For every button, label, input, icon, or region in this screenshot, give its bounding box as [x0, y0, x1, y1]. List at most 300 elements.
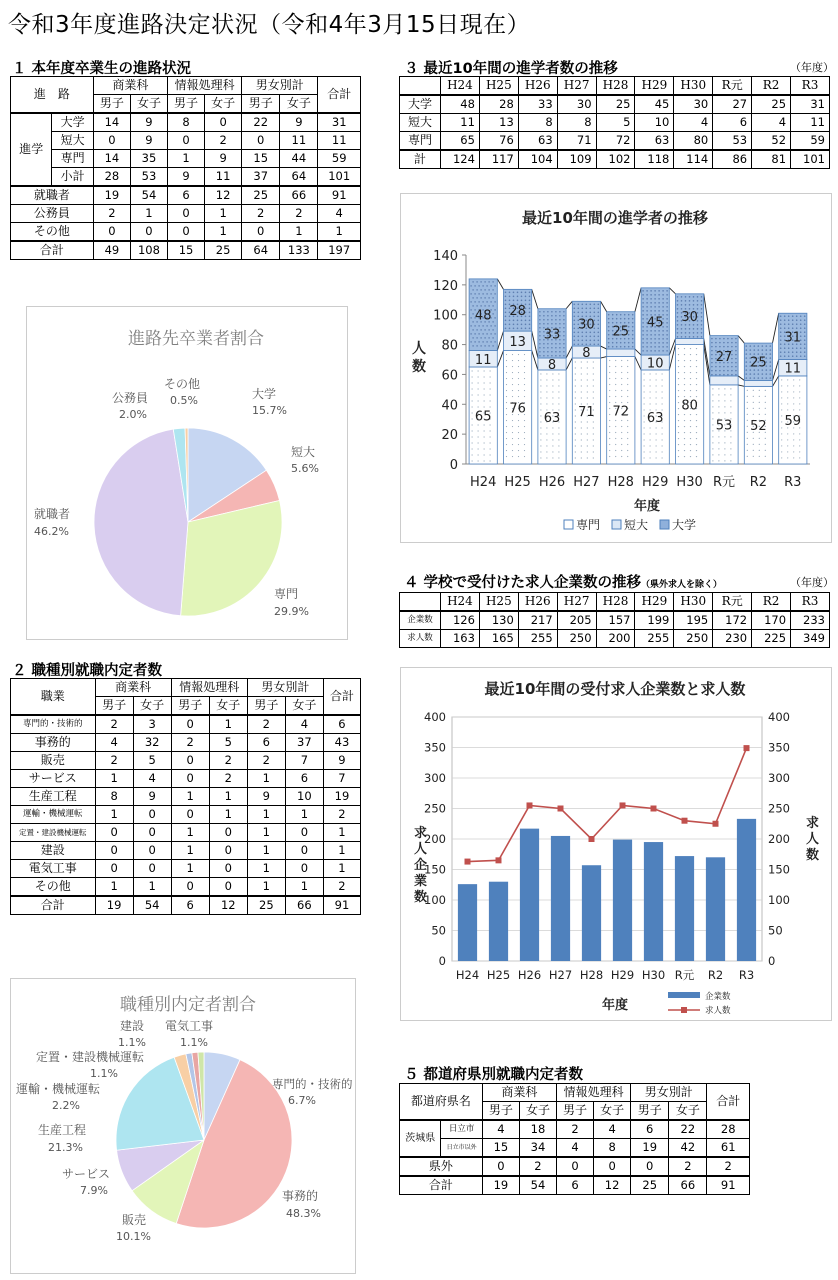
bar-texture-dot	[559, 351, 561, 353]
bar-texture-dot	[470, 309, 472, 311]
bar-texture-dot	[505, 304, 507, 306]
cell: 230	[713, 630, 752, 648]
cell: 217	[518, 611, 557, 630]
bar-texture-dot	[539, 343, 541, 345]
x-tick-label: R3	[784, 475, 802, 490]
row-label: 小計	[52, 168, 93, 187]
bar-texture-dot	[765, 390, 766, 391]
bar-texture-dot	[540, 415, 541, 416]
row-label: 就職者	[11, 186, 94, 205]
bar-texture-dot	[661, 427, 662, 428]
cell: 2	[707, 1157, 750, 1176]
cell: 0	[631, 1157, 669, 1176]
bar-texture-dot	[615, 390, 616, 391]
cell: 11	[791, 114, 830, 132]
x-tick-label: R2	[749, 475, 768, 490]
bar-texture-dot	[745, 353, 747, 355]
bar-texture-dot	[642, 330, 644, 332]
bar-texture-dot	[616, 346, 618, 348]
bar-texture-dot	[472, 313, 474, 315]
header-sum: 合計	[318, 77, 361, 114]
pie2-label-pct: 2.2%	[52, 1099, 80, 1112]
cell: 255	[635, 630, 674, 648]
bar-texture-dot	[597, 315, 599, 317]
bar-texture-dot	[690, 426, 691, 427]
cell: 72	[596, 132, 635, 151]
bar-texture-dot	[540, 373, 541, 374]
bar-texture-dot	[581, 373, 582, 374]
bar-texture-dot	[627, 396, 628, 397]
bar-companies	[551, 836, 570, 961]
bar-texture-dot	[552, 391, 553, 392]
bar-texture-dot	[724, 388, 725, 389]
bar-texture-dot	[513, 328, 515, 330]
bar-texture-dot	[730, 448, 731, 449]
bar-texture-dot	[482, 301, 484, 303]
bar-texture-dot	[593, 421, 594, 422]
cell: 9	[130, 113, 167, 132]
cell: 0	[171, 752, 209, 770]
bar-texture-dot	[482, 285, 484, 287]
cell: 66	[280, 186, 318, 205]
bar-texture-dot	[696, 384, 697, 385]
table-row	[400, 630, 830, 648]
cell: 1	[171, 842, 209, 860]
bar-texture-dot	[701, 332, 703, 334]
section3-heading: ３ 最近10年間の進学者数の推移	[404, 61, 618, 77]
bar-texture-dot	[730, 412, 731, 413]
bar-texture-dot	[749, 373, 751, 375]
bar-texture-dot	[735, 354, 737, 356]
bar-texture-dot	[781, 397, 782, 398]
bar-label: 63	[646, 410, 664, 426]
bar-texture-dot	[551, 319, 553, 321]
bar-texture-dot	[642, 322, 644, 324]
cell: 6	[285, 770, 323, 788]
bar-texture-dot	[787, 451, 788, 452]
section2-heading: ２ 職種別就職内定者数	[12, 663, 163, 679]
bar-texture-dot	[524, 426, 525, 427]
bar-texture-dot	[529, 328, 531, 330]
bar-texture-dot	[632, 326, 634, 328]
bar-texture-dot	[749, 349, 751, 351]
cell: 12	[594, 1176, 631, 1195]
cell: 130	[479, 611, 518, 630]
bar-texture-dot	[555, 351, 557, 353]
y2-tick-label: 0	[768, 954, 776, 968]
cell: 1	[285, 806, 323, 824]
bar-label: 8	[582, 346, 591, 362]
bar-texture-dot	[470, 325, 472, 327]
y-tick-label: 20	[441, 428, 458, 444]
ylabel-char: 企	[414, 858, 428, 873]
bar-texture-dot	[615, 444, 616, 445]
cell: 0	[168, 132, 205, 150]
bar-texture-dot	[581, 421, 582, 422]
bar-texture-dot	[608, 322, 610, 324]
bar-texture-dot	[684, 390, 685, 391]
cell: 2	[205, 132, 242, 150]
series-connector	[532, 289, 538, 308]
bar-texture-dot	[597, 331, 599, 333]
bar-texture-dot	[666, 322, 668, 324]
bar-texture-dot	[715, 374, 717, 376]
header-male: 男子	[631, 1102, 669, 1121]
bar-texture-dot	[796, 351, 798, 353]
cell: 0	[168, 223, 205, 242]
bar-texture-dot	[581, 397, 582, 398]
bar-texture-dot	[712, 436, 713, 437]
bar-texture-dot	[558, 385, 559, 386]
year-header: H28	[596, 77, 635, 96]
bar-texture-dot	[696, 396, 697, 397]
advancement-table	[399, 76, 830, 169]
bar-texture-dot	[488, 289, 490, 291]
bar-texture-dot	[678, 372, 679, 373]
bar-texture-dot	[753, 444, 754, 445]
pie1-label-pct: 15.7%	[252, 404, 287, 417]
bar-texture-dot	[654, 290, 656, 292]
bar-texture-dot	[753, 396, 754, 397]
bar-texture-dot	[666, 310, 668, 312]
bar-texture-dot	[650, 342, 652, 344]
x-tick-label: R元	[674, 968, 695, 982]
bar-texture-dot	[477, 370, 478, 371]
bar-texture-dot	[731, 338, 733, 340]
bar-texture-dot	[765, 456, 766, 457]
bar-texture-dot	[587, 397, 588, 398]
bar-texture-dot	[558, 457, 559, 458]
table-row	[400, 132, 830, 151]
line-marker	[558, 806, 564, 812]
bar-texture-dot	[735, 374, 737, 376]
bar-texture-dot	[563, 331, 565, 333]
bar-texture-dot	[788, 319, 790, 321]
bar-label: 48	[474, 308, 492, 324]
bar-texture-dot	[678, 420, 679, 421]
bar-texture-dot	[621, 390, 622, 391]
bar-texture-dot	[781, 451, 782, 452]
bar-texture-dot	[524, 390, 525, 391]
bar-texture-dot	[506, 366, 507, 367]
bar-texture-dot	[505, 324, 507, 326]
cell: 101	[318, 168, 361, 187]
bar-companies	[582, 865, 601, 961]
cell: 2	[171, 734, 209, 752]
year-header: R3	[791, 593, 830, 612]
bar-texture-dot	[701, 304, 703, 306]
legend-swatch-companies	[668, 992, 700, 998]
bar-texture-dot	[788, 323, 790, 325]
cell: 4	[594, 1120, 631, 1139]
bar-label: 28	[509, 304, 526, 320]
bar-texture-dot	[690, 420, 691, 421]
bar-texture-dot	[540, 445, 541, 446]
bar-texture-dot	[642, 318, 644, 320]
bar-texture-dot	[690, 456, 691, 457]
bar-texture-dot	[509, 296, 511, 298]
bar-texture-dot	[627, 402, 628, 403]
bar-texture-dot	[765, 438, 766, 439]
bar-texture-dot	[646, 306, 648, 308]
bar-texture-dot	[615, 366, 616, 367]
bar-texture-dot	[650, 346, 652, 348]
bar-texture-dot	[486, 341, 488, 343]
bar-texture-dot	[552, 451, 553, 452]
bar-texture-dot	[662, 334, 664, 336]
bar-texture-dot	[793, 457, 794, 458]
bar-texture-dot	[765, 377, 767, 379]
bar-texture-dot	[796, 315, 798, 317]
cell: 4	[285, 715, 323, 734]
bar-texture-dot	[563, 323, 565, 325]
bar-texture-dot	[589, 343, 591, 345]
bar-texture-dot	[727, 338, 729, 340]
bar-texture-dot	[488, 305, 490, 307]
bar-texture-dot	[483, 400, 484, 401]
bar-texture-dot	[650, 334, 652, 336]
bar-texture-dot	[546, 433, 547, 434]
bar-texture-dot	[666, 350, 668, 352]
y-tick-label: 60	[441, 368, 458, 384]
bar-texture-dot	[621, 444, 622, 445]
bar-texture-dot	[589, 307, 591, 309]
bar-texture-dot	[593, 433, 594, 434]
bar-texture-dot	[506, 420, 507, 421]
bar-texture-dot	[678, 396, 679, 397]
bar-texture-dot	[558, 445, 559, 446]
bar-texture-dot	[484, 297, 486, 299]
bar-texture-dot	[471, 436, 472, 437]
bar-texture-dot	[609, 372, 610, 373]
bar-texture-dot	[765, 396, 766, 397]
cell: 19	[631, 1139, 669, 1158]
bar-texture-dot	[539, 327, 541, 329]
bar-texture-dot	[477, 424, 478, 425]
cell: 4	[752, 114, 791, 132]
bar-texture-dot	[609, 420, 610, 421]
bar-texture-dot	[719, 342, 721, 344]
cell: 11	[441, 114, 480, 132]
bar-texture-dot	[643, 451, 644, 452]
bar-texture-dot	[488, 345, 490, 347]
bar-texture-dot	[575, 367, 576, 368]
bar-texture-dot	[621, 366, 622, 367]
series-connector	[738, 385, 744, 386]
bar-texture-dot	[781, 421, 782, 422]
cell: 0	[209, 824, 247, 842]
pie1-label-name: その他	[164, 377, 201, 391]
bar-texture-dot	[712, 394, 713, 395]
bar-texture-dot	[589, 303, 591, 305]
cell: 1	[171, 824, 209, 842]
header-female: 女子	[130, 95, 167, 114]
bar-texture-dot	[483, 424, 484, 425]
bar-texture-dot	[609, 456, 610, 457]
bar-texture-dot	[685, 304, 687, 306]
cell: 22	[242, 113, 280, 132]
bar-texture-dot	[677, 304, 679, 306]
bar-texture-dot	[478, 325, 480, 327]
cell: 64	[280, 168, 318, 187]
x-tick-label: H28	[579, 968, 604, 982]
bar-texture-dot	[765, 414, 766, 415]
bar-texture-dot	[793, 385, 794, 386]
bar-texture-dot	[654, 306, 656, 308]
bar-texture-dot	[525, 320, 527, 322]
bar-texture-dot	[697, 296, 699, 298]
bar-texture-dot	[678, 408, 679, 409]
cell: 4	[674, 114, 713, 132]
bar-texture-dot	[693, 332, 695, 334]
bar-texture-dot	[712, 430, 713, 431]
bar-texture-dot	[547, 347, 549, 349]
bar-texture-dot	[677, 312, 679, 314]
bar-texture-dot	[609, 378, 610, 379]
bar-texture-dot	[662, 302, 664, 304]
bar-texture-dot	[712, 388, 713, 389]
bar-texture-dot	[612, 322, 614, 324]
series-connector	[635, 288, 641, 312]
bar-texture-dot	[575, 415, 576, 416]
bar-texture-dot	[575, 439, 576, 440]
pie1-title: 進路先卒業者割合	[128, 329, 264, 349]
bar-texture-dot	[506, 360, 507, 361]
bar-texture-dot	[471, 376, 472, 377]
cell: 2	[95, 715, 133, 734]
bar-texture-dot	[804, 339, 806, 341]
bar-texture-dot	[712, 418, 713, 419]
bar-texture-dot	[555, 355, 557, 357]
bar-texture-dot	[551, 351, 553, 353]
bar-texture-dot	[609, 450, 610, 451]
series-connector	[566, 358, 572, 370]
chart1-xlabel: 年度	[633, 499, 661, 514]
series-connector	[773, 313, 779, 343]
bar-texture-dot	[540, 439, 541, 440]
cell: 63	[518, 132, 557, 151]
bar-texture-dot	[781, 433, 782, 434]
bar-texture-dot	[492, 297, 494, 299]
bar-texture-dot	[627, 444, 628, 445]
bar-texture-dot	[575, 457, 576, 458]
bar-texture-dot	[472, 329, 474, 331]
bar-texture-dot	[715, 338, 717, 340]
bar-texture-dot	[585, 339, 587, 341]
bar-texture-dot	[587, 361, 588, 362]
bar-texture-dot	[525, 328, 527, 330]
bar-texture-dot	[715, 346, 717, 348]
cell: 54	[130, 186, 167, 205]
legend-swatch-tandai	[612, 520, 621, 529]
bar-texture-dot	[483, 370, 484, 371]
bar-texture-dot	[804, 347, 806, 349]
bar-texture-dot	[558, 391, 559, 392]
bar-texture-dot	[593, 343, 595, 345]
cell: 2	[209, 770, 247, 788]
cell: 28	[479, 95, 518, 114]
bar-label: 11	[474, 352, 492, 368]
bar-texture-dot	[800, 351, 802, 353]
bar-texture-dot	[654, 338, 656, 340]
bar-texture-dot	[581, 457, 582, 458]
bar-texture-dot	[482, 325, 484, 327]
bar-texture-dot	[609, 444, 610, 445]
bar-texture-dot	[471, 400, 472, 401]
cell: 33	[518, 95, 557, 114]
bar-texture-dot	[800, 327, 802, 329]
bar-texture-dot	[765, 450, 766, 451]
table-row	[11, 824, 361, 842]
line-marker	[713, 821, 719, 827]
ylabel2-char: 人	[806, 832, 820, 847]
bar-texture-dot	[581, 427, 582, 428]
bar-texture-dot	[792, 315, 794, 317]
bar-texture-dot	[765, 345, 767, 347]
bar-texture-dot	[658, 290, 660, 292]
pie1-label-pct: 2.0%	[119, 408, 147, 421]
bar-texture-dot	[765, 373, 767, 375]
bar-texture-dot	[769, 357, 771, 359]
bar-texture-dot	[627, 456, 628, 457]
pie1-label-pct: 5.6%	[291, 462, 319, 475]
bar-texture-dot	[621, 426, 622, 427]
bar-texture-dot	[518, 372, 519, 373]
bar-texture-dot	[753, 377, 755, 379]
bar-texture-dot	[677, 300, 679, 302]
bar-texture-dot	[505, 308, 507, 310]
cell: 4	[482, 1120, 519, 1139]
x-tick-label: H29	[642, 475, 669, 490]
bar-texture-dot	[787, 403, 788, 404]
bar-texture-dot	[529, 292, 531, 294]
year-header: H25	[479, 77, 518, 96]
cell: 9	[133, 788, 171, 806]
bar-texture-dot	[684, 348, 685, 349]
bar-texture-dot	[540, 427, 541, 428]
bar-texture-dot	[470, 317, 472, 319]
cell: 6	[168, 186, 205, 205]
bar-texture-dot	[593, 397, 594, 398]
bar-texture-dot	[546, 385, 547, 386]
cell: 8	[557, 114, 596, 132]
x-tick-label: H30	[676, 475, 703, 490]
ylabel-char: 業	[414, 874, 428, 889]
bar-texture-dot	[589, 339, 591, 341]
bar-texture-dot	[547, 355, 549, 357]
bar-texture-dot	[646, 342, 648, 344]
bar-texture-dot	[788, 327, 790, 329]
cell: 86	[713, 150, 752, 169]
bar-texture-dot	[632, 314, 634, 316]
bar-texture-dot	[589, 335, 591, 337]
graduate-status-table	[10, 76, 361, 260]
bar-texture-dot	[655, 457, 656, 458]
bar-texture-dot	[724, 460, 725, 461]
bar-texture-dot	[643, 439, 644, 440]
bar-texture-dot	[575, 397, 576, 398]
pie1-label-name: 就職者	[34, 507, 71, 521]
bar-texture-dot	[650, 302, 652, 304]
bar-texture-dot	[540, 433, 541, 434]
row-label: 求人数	[400, 630, 441, 648]
bar-texture-dot	[627, 372, 628, 373]
bar-texture-dot	[784, 351, 786, 353]
bar-texture-dot	[723, 338, 725, 340]
bar-texture-dot	[724, 442, 725, 443]
bar-texture-dot	[730, 436, 731, 437]
bar-texture-dot	[609, 414, 610, 415]
